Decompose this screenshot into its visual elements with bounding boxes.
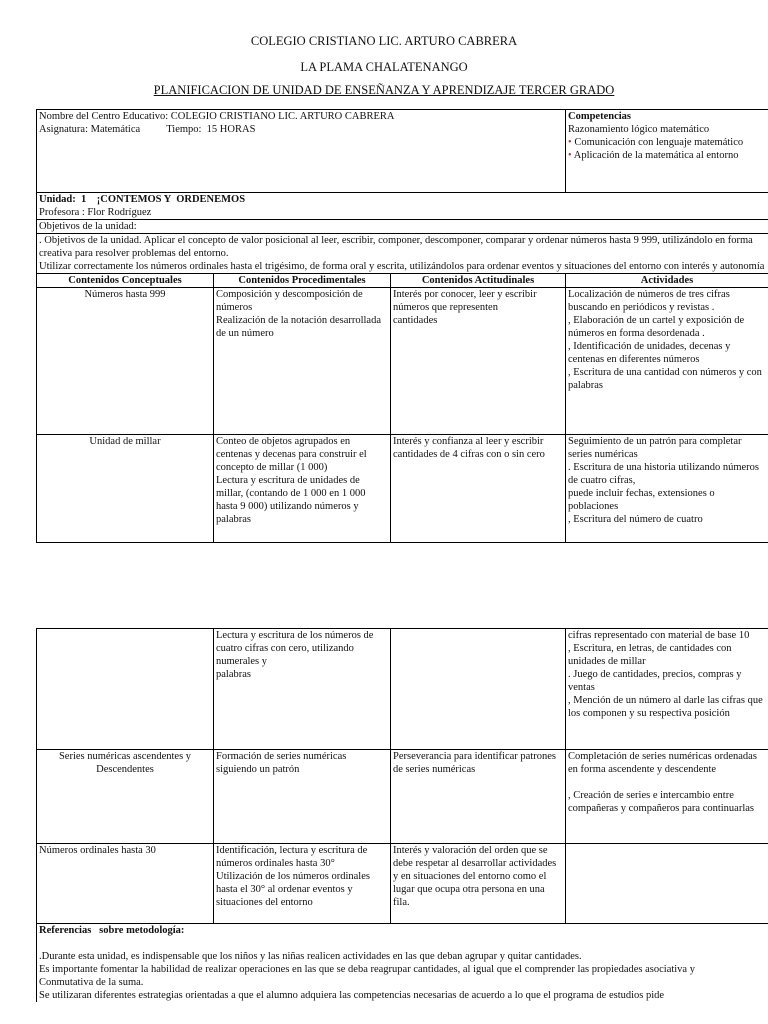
table-row (37, 288, 768, 435)
column-header-row (37, 274, 768, 288)
column-header: Contenidos Conceptuales (37, 274, 214, 288)
info-row (37, 110, 768, 193)
conceptual-cell: Unidad de millar (37, 435, 214, 543)
procedural-cell: Conteo de objetos agrupados en centenas y decenas para construir el concepto de millar (1 000) Lectura y escritura de unidades de millar, (contando de 1 000 en 1 000 hasta 9 000) utilizando números y palabras (214, 435, 391, 543)
methodology-cell (37, 924, 768, 1003)
school-field: Nombre del Centro Educativo: COLEGIO CRISTIANO LIC. ARTURO CABRERA (39, 111, 395, 122)
competency-item: • Comunicación con lenguaje matemático (568, 137, 744, 148)
objectives-text: . Objetivos de la unidad. Aplicar el concepto de valor posicional al leer, escribir, componer, descomponer, comparar y ordenar números hasta 9 999, utilizándolo en forma creativa para resolver problemas del entorno. Utilizar correctamente los números ordinales hasta el trigésimo, de forma oral y escrita, utilizándolos para ordenar eventos y situaciones del entorno con interés y autonomía (37, 234, 768, 274)
bullet-icon: • (568, 137, 572, 148)
conceptual-cell: Series numéricas ascendentes y Descendentes (37, 750, 214, 844)
info-cell (37, 110, 566, 193)
activities-cell: Seguimiento de un patrón para completar series numéricas . Escritura de una historia utilizando números de cuatro cifras, puede incluir fechas, extensiones o poblaciones , Escritura del número de cuatro (566, 435, 768, 543)
conceptual-cell (37, 629, 214, 750)
methodology-title: Referencias sobre metodología: (39, 925, 185, 936)
competencies-title: Competencias (568, 111, 631, 122)
objectives-label-row (37, 220, 768, 234)
school-name: COLEGIO CRISTIANO LIC. ARTURO CABRERA (250, 34, 518, 48)
planning-table-page-2 (36, 628, 768, 1002)
conceptual-cell: Números hasta 999 (37, 288, 214, 435)
table-row (37, 629, 768, 750)
teacher: Profesora : Flor Rodríguez (39, 207, 152, 218)
unit-cell (37, 193, 768, 220)
methodology-row (37, 924, 768, 1003)
planning-table-page-1 (36, 109, 768, 543)
attitudinal-cell: Perseverancia para identificar patrones de series numéricas (391, 750, 566, 844)
activities-cell: cifras representado con material de base 10 , Escritura, en letras, de cantidades con unidades de millar . Juego de cantidades, precios, compras y ventas , Mención de un número al darle las cifras que los componen y su respectiva posición (566, 629, 768, 750)
attitudinal-cell: Interés y confianza al leer y escribir cantidades de 4 cifras con o sin cero (391, 435, 566, 543)
column-header: Contenidos Procedimentales (214, 274, 391, 288)
attitudinal-cell: Interés por conocer, leer y escribir números que representen cantidades (391, 288, 566, 435)
activities-cell: Completación de series numéricas ordenadas en forma ascendente y descendente , Creación de series e intercambio entre compañeras y compañeros para continuarlas (566, 750, 768, 844)
unit-row (37, 193, 768, 220)
competency-item: Razonamiento lógico matemático (568, 124, 710, 135)
bullet-icon: • (568, 150, 572, 161)
attitudinal-cell (391, 629, 566, 750)
competency-item: • Aplicación de la matemática al entorno (568, 150, 739, 161)
table-row (37, 844, 768, 924)
document-title-text: PLANIFICACION DE UNIDAD DE ENSEÑANZA Y APRENDIZAJE TERCER GRADO (153, 83, 615, 97)
document-title (0, 83, 768, 98)
activities-cell (566, 844, 768, 924)
procedural-cell: Composición y descomposición de números Realización de la notación desarrollada de un número (214, 288, 391, 435)
conceptual-cell: Números ordinales hasta 30 (37, 844, 214, 924)
subject-field: Asignatura: Matemática Tiempo: 15 HORAS (39, 124, 256, 135)
school-location: LA PLAMA CHALATENANGO (300, 60, 468, 74)
procedural-cell: Identificación, lectura y escritura de números ordinales hasta 30° Utilización de los números ordinales hasta el 30° al ordenar eventos y situaciones del entorno (214, 844, 391, 924)
activities-cell: Localización de números de tres cifras buscando en periódicos y revistas . , Elaboración de un cartel y exposición de números en forma desordenada . , Identificación de unidades, decenas y centenas en diferentes números , Escritura de una cantidad con números y con palabras (566, 288, 768, 435)
objectives-row (37, 234, 768, 274)
methodology-text: .Durante esta unidad, es indispensable que los niños y las niñas realicen actividades en las que deban agrupar y quitar cantidades. Es importante fomentar la habilidad de realizar operaciones en las que se deba reagrupar cantidades, al igual que el comprender las propiedades asociativa y Conmutativa de la suma. Se utilizaran diferentes estrategias orientadas a que el alumno adquiera las competencias necesarias de acuerdo a lo que el programa de estudios pide (39, 951, 695, 1001)
column-header: Contenidos Actitudinales (391, 274, 566, 288)
procedural-cell: Formación de series numéricas siguiendo un patrón (214, 750, 391, 844)
unit-title: Unidad: 1 ¡CONTEMOS Y ORDENEMOS (39, 194, 246, 205)
competencies-cell (566, 110, 768, 193)
procedural-cell: Lectura y escritura de los números de cuatro cifras con cero, utilizando numerales y palabras (214, 629, 391, 750)
attitudinal-cell: Interés y valoración del orden que se debe respetar al desarrollar actividades y en situaciones del entorno como el lugar que ocupa otra persona en una fila. (391, 844, 566, 924)
table-row (37, 750, 768, 844)
table-row (37, 435, 768, 543)
objectives-label: Objetivos de la unidad: (37, 220, 768, 234)
column-header: Actividades (566, 274, 768, 288)
